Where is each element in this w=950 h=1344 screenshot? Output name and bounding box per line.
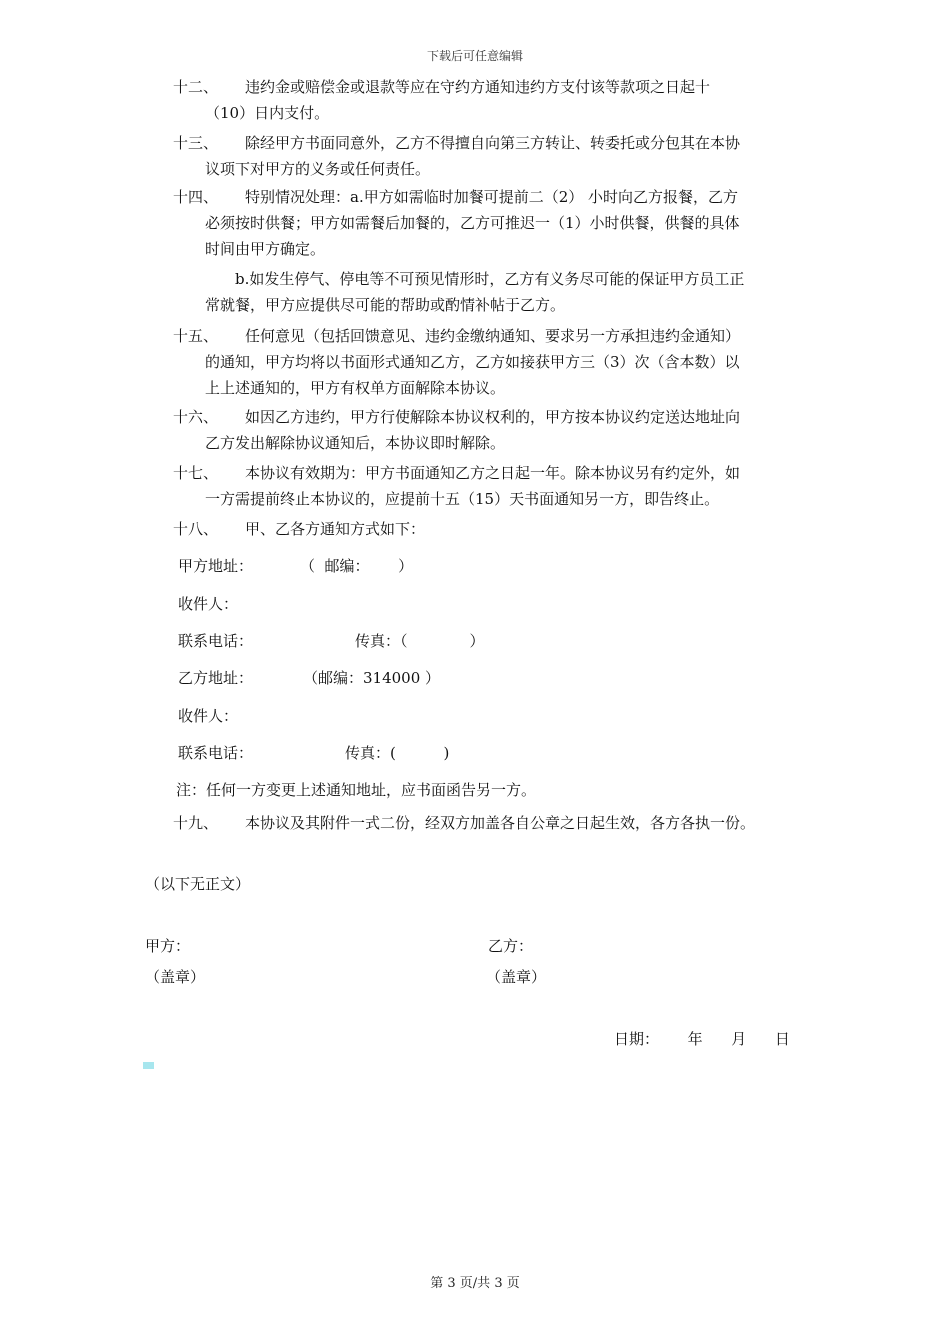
clause-18: [173, 516, 808, 542]
text-cursor-marker: [143, 1062, 154, 1069]
clause-text-line: 特别情况处理：a.甲方如需临时加餐可提前二（2） 小时向乙方报餐，乙方: [245, 188, 739, 206]
clause-15: [173, 323, 808, 401]
clause-number: 十八、: [173, 520, 219, 538]
party-a-address-label: 甲方地址：: [178, 557, 254, 575]
clause-number: 十六、: [173, 408, 219, 426]
clause-number: 十四、: [173, 188, 219, 206]
party-b-seal: （盖章）: [486, 968, 547, 986]
clause-text-line: 如因乙方违约，甲方行使解除本协议权利的，甲方按本协议约定送达地址向: [245, 408, 741, 426]
page-header: 下载后可任意编辑: [426, 49, 523, 63]
clause-text-line: 上上述通知的，甲方有权单方面解除本协议。: [205, 379, 506, 397]
clause-text-line: b.如发生停气、停电等不可预见情形时，乙方有义务尽可能的保证甲方员工正: [235, 270, 745, 288]
clause-text-line: 乙方发出解除协议通知后，本协议即时解除。: [205, 434, 506, 452]
clause-text-line: 本协议有效期为：甲方书面通知乙方之日起一年。除本协议另有约定外，如: [245, 464, 741, 482]
party-a-seal: （盖章）: [145, 968, 206, 986]
clause-14: [173, 184, 808, 262]
clause-number: 十九、: [173, 814, 219, 832]
clause-number: 十三、: [173, 134, 219, 152]
clause-text-line: 甲、乙各方通知方式如下：: [245, 520, 426, 538]
clause-text-line: 的通知，甲方均将以书面形式通知乙方，乙方如接获甲方三（3）次（含本数）以: [205, 353, 740, 371]
clause-number: 十七、: [173, 464, 219, 482]
party-b-postcode: （邮编：314000 ）: [303, 669, 441, 687]
clause-text-line: 议项下对甲方的义务或任何责任。: [205, 160, 431, 178]
party-a-recipient-label: 收件人：: [178, 595, 239, 613]
signing-date: 日期： 年 月 日: [614, 1030, 790, 1048]
end-of-text-note: （以下无正文）: [145, 875, 251, 893]
clause-number: 十二、: [173, 78, 219, 96]
clause-14-subitem-b: [205, 266, 808, 318]
party-b-address-label: 乙方地址：: [178, 669, 254, 687]
clause-16: [173, 404, 808, 456]
notice-note: 注：任何一方变更上述通知地址，应书面函告另一方。: [176, 781, 537, 799]
party-b-signature-label: 乙方：: [488, 937, 534, 955]
clause-text-line: 任何意见（包括回馈意见、违约金缴纳通知、要求另一方承担违约金通知）: [245, 327, 741, 345]
clause-text-line: 除经甲方书面同意外，乙方不得擅自向第三方转让、转委托或分包其在本协: [245, 134, 741, 152]
party-a-signature-label: 甲方：: [145, 937, 191, 955]
party-b-phone-label: 联系电话：: [178, 744, 254, 762]
clause-13: [173, 130, 808, 182]
clause-text-line: 一方需提前终止本协议的，应提前十五（15）天书面通知另一方，即告终止。: [205, 490, 720, 508]
clause-19: [173, 810, 808, 836]
party-b-recipient-label: 收件人：: [178, 707, 239, 725]
party-a-postcode: （ 邮编： ）: [300, 557, 414, 575]
party-b-fax-label: 传真：( ): [345, 744, 450, 762]
page-footer: 第 3 页/共 3 页: [430, 1276, 520, 1291]
clause-text-line: 必须按时供餐；甲方如需餐后加餐的，乙方可推迟一（1）小时供餐，供餐的具体: [205, 214, 740, 232]
clause-text-line: （10）日内支付。: [205, 104, 330, 122]
clause-number: 十五、: [173, 327, 219, 345]
clause-17: [173, 460, 808, 512]
clause-text-line: 常就餐，甲方应提供尽可能的帮助或酌情补帖于乙方。: [205, 296, 566, 314]
clause-text-line: 违约金或赔偿金或退款等应在守约方通知违约方支付该等款项之日起十: [245, 78, 711, 96]
clause-text-line: 本协议及其附件一式二份，经双方加盖各自公章之日起生效，各方各执一份。: [245, 814, 756, 832]
clause-text-line: 时间由甲方确定。: [205, 240, 326, 258]
party-a-fax-label: 传真：（ ）: [355, 632, 485, 650]
party-a-phone-label: 联系电话：: [178, 632, 254, 650]
clause-12: [173, 74, 808, 126]
